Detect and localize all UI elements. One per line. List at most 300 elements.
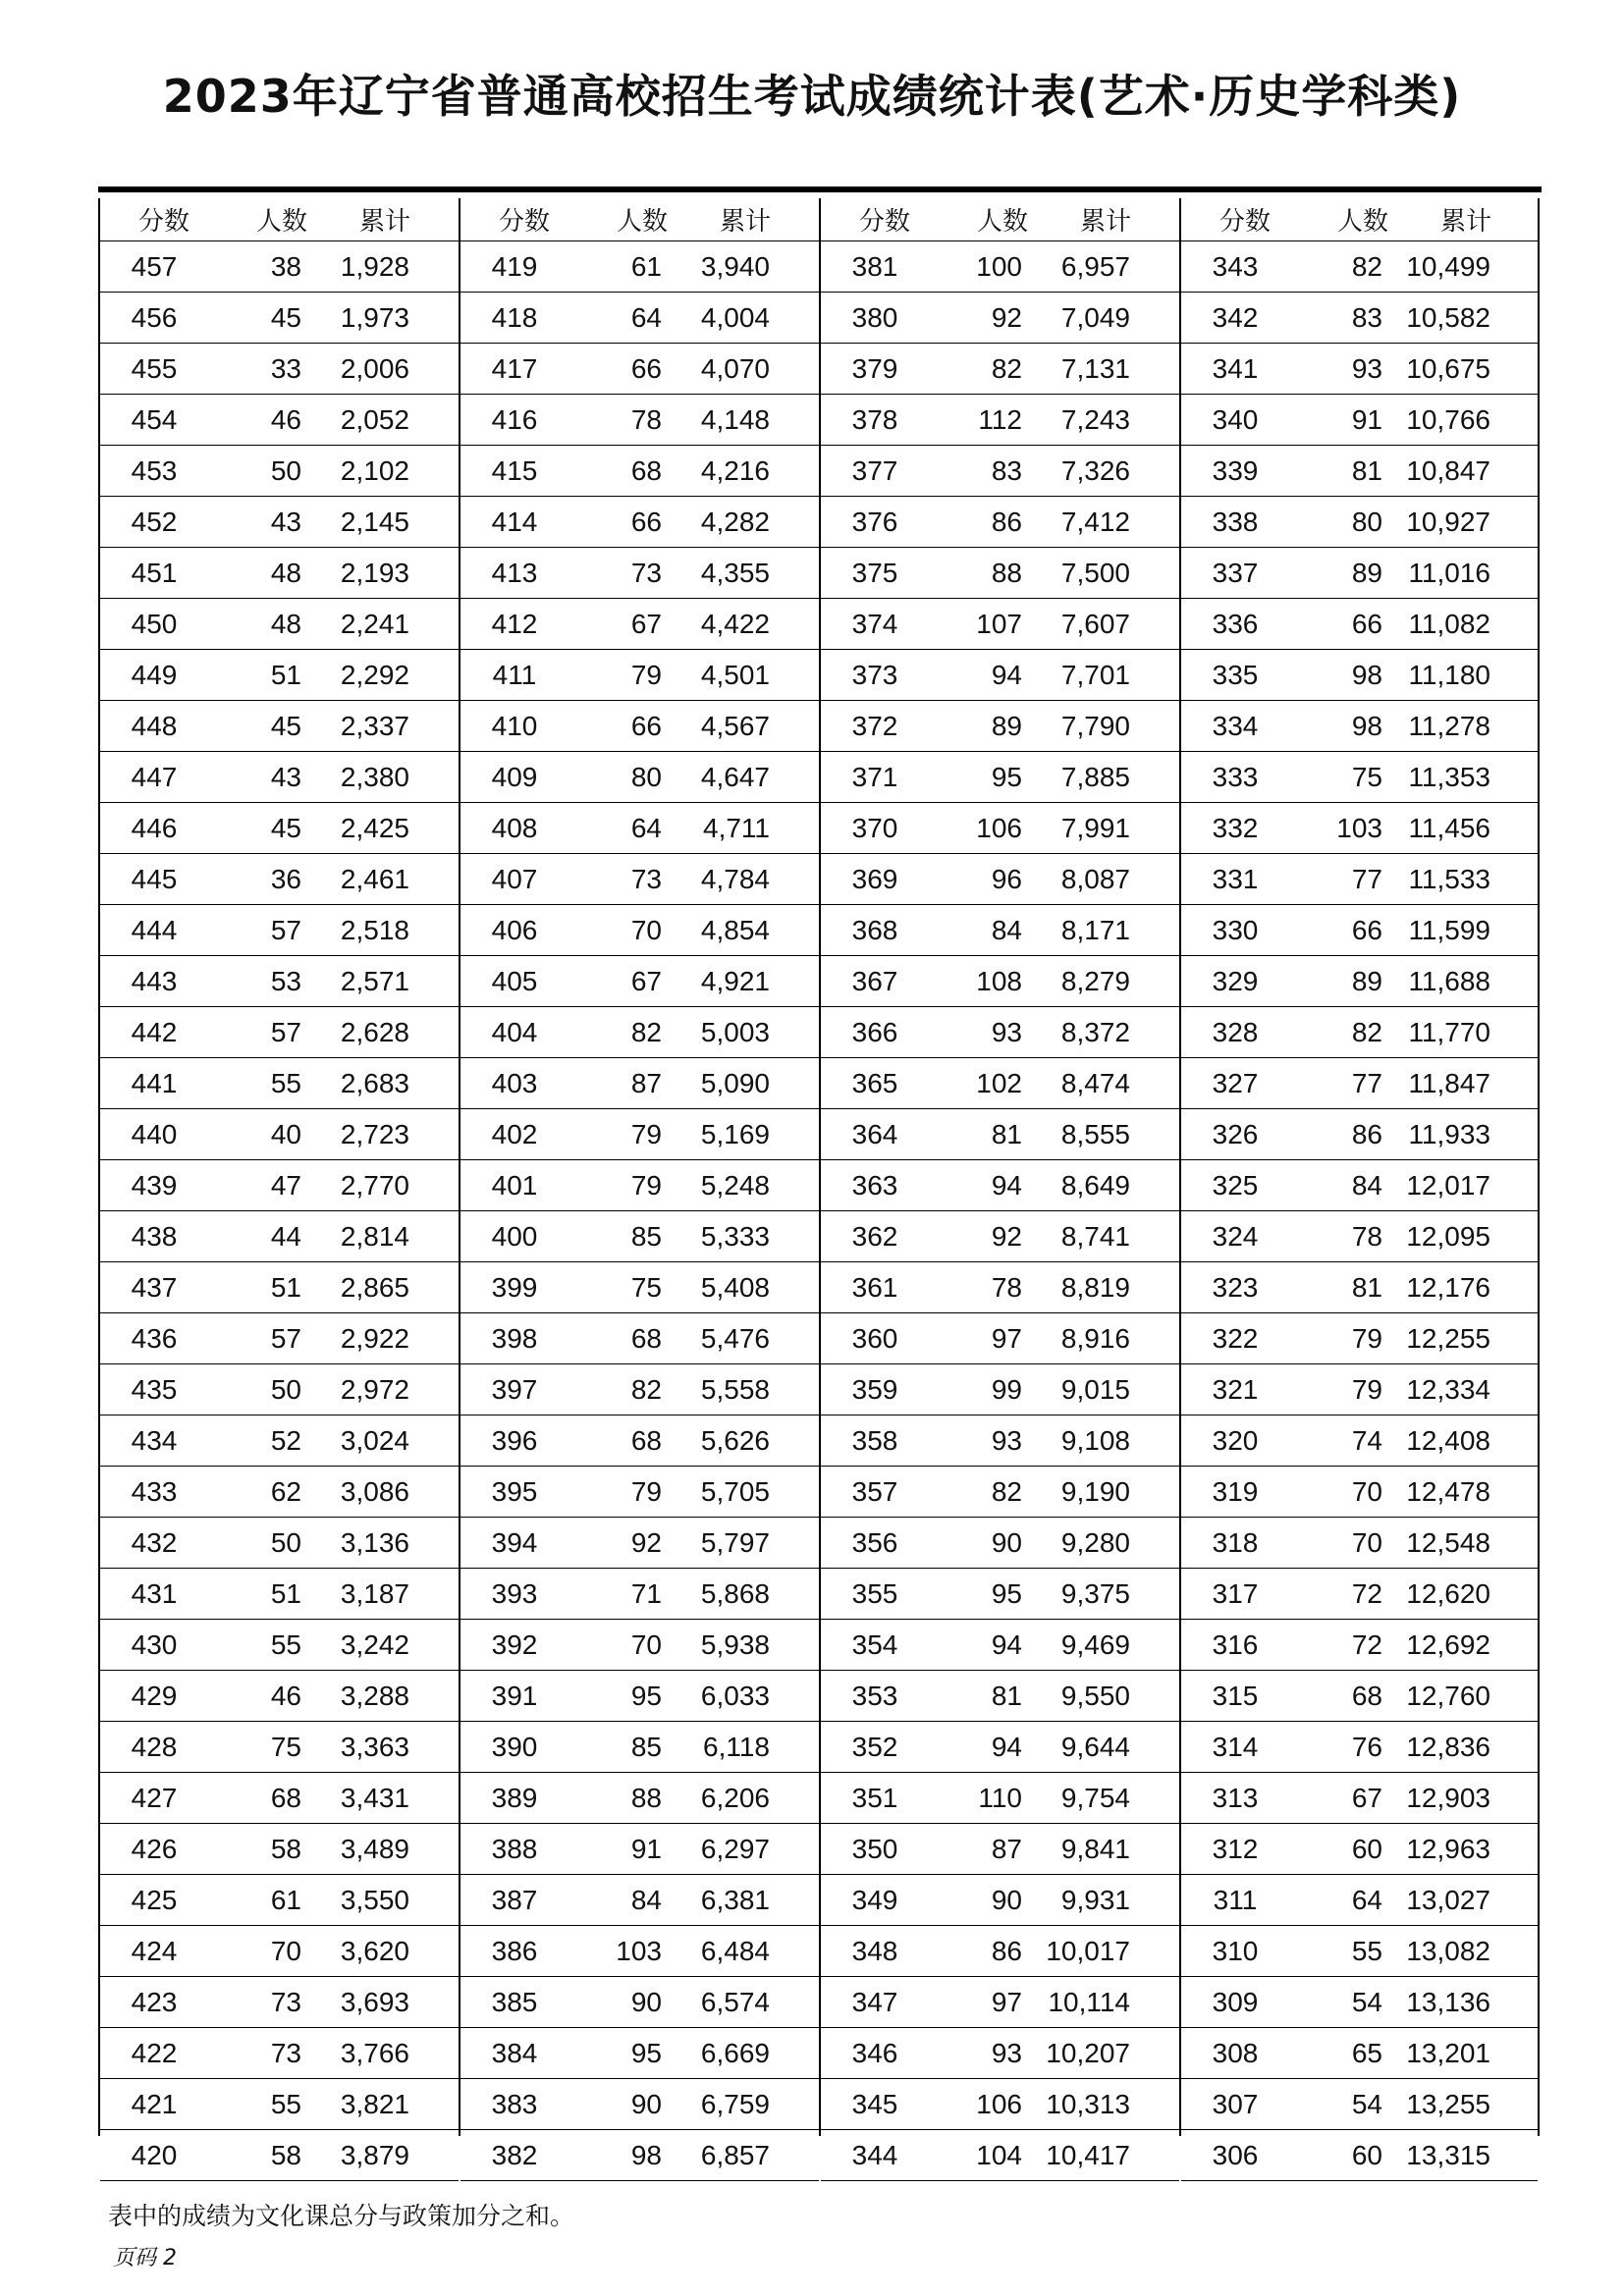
score-cell: 308 <box>1212 2037 1259 2068</box>
cumulative-cell: 2,241 <box>340 608 409 639</box>
score-cell: 313 <box>1212 1782 1259 1813</box>
count-cell: 86 <box>991 1935 1022 1966</box>
count-cell: 46 <box>270 1680 301 1711</box>
count-cell: 57 <box>270 914 301 945</box>
count-cell: 40 <box>270 1118 301 1149</box>
cumulative-cell: 4,784 <box>700 863 770 894</box>
count-cell: 60 <box>1351 2139 1382 2170</box>
cumulative-cell: 6,857 <box>700 2139 770 2170</box>
count-cell: 36 <box>270 863 301 894</box>
count-cell: 107 <box>976 608 1022 639</box>
table-row <box>821 1313 1179 1364</box>
cumulative-cell: 11,688 <box>1408 965 1490 996</box>
count-cell: 67 <box>1351 1782 1382 1813</box>
cumulative-cell: 5,797 <box>700 1526 770 1558</box>
cumulative-cell: 5,248 <box>700 1169 770 1201</box>
table-row <box>1181 548 1538 599</box>
score-table <box>98 187 1542 2170</box>
cumulative-cell: 10,207 <box>1046 2037 1130 2068</box>
count-cell: 86 <box>1351 1118 1382 1149</box>
count-cell: 79 <box>1351 1373 1382 1405</box>
cumulative-cell: 4,647 <box>700 761 770 792</box>
cumulative-cell: 4,567 <box>700 710 770 741</box>
score-cell: 323 <box>1212 1271 1259 1303</box>
table-row <box>100 1773 459 1824</box>
table-row <box>821 497 1179 548</box>
count-cell: 95 <box>991 1577 1022 1609</box>
cumulative-cell: 8,474 <box>1060 1067 1130 1098</box>
score-cell: 400 <box>491 1220 538 1252</box>
table-row <box>1181 1671 1538 1722</box>
score-cell: 419 <box>491 250 538 282</box>
count-cell: 103 <box>1336 812 1382 843</box>
cumulative-cell: 12,692 <box>1406 1629 1490 1660</box>
table-row <box>100 1211 459 1262</box>
table-row <box>460 752 819 803</box>
count-cell: 106 <box>976 812 1022 843</box>
count-cell: 64 <box>630 812 662 843</box>
cumulative-cell: 3,550 <box>340 1884 409 1915</box>
count-cell: 58 <box>270 1833 301 1864</box>
cumulative-cell: 7,701 <box>1060 659 1130 690</box>
cumulative-cell: 8,171 <box>1060 914 1130 945</box>
table-row <box>100 2028 459 2079</box>
cumulative-cell: 4,004 <box>700 301 770 333</box>
count-cell: 102 <box>976 1067 1022 1098</box>
table-row <box>1181 701 1538 752</box>
count-cell: 82 <box>1351 250 1382 282</box>
score-cell: 423 <box>131 1986 178 2017</box>
cumulative-cell: 2,337 <box>340 710 409 741</box>
table-row <box>1181 1058 1538 1109</box>
count-cell: 57 <box>270 1322 301 1354</box>
cumulative-cell: 6,759 <box>700 2088 770 2119</box>
count-cell: 66 <box>630 710 662 741</box>
cumulative-cell: 5,705 <box>700 1475 770 1507</box>
count-cell: 93 <box>1351 352 1382 384</box>
count-cell: 51 <box>270 1577 301 1609</box>
table-row <box>1181 1415 1538 1467</box>
cumulative-cell: 12,760 <box>1406 1680 1490 1711</box>
table-row <box>821 2028 1179 2079</box>
count-cell: 97 <box>991 1986 1022 2017</box>
score-cell: 343 <box>1212 250 1259 282</box>
table-row <box>1181 395 1538 446</box>
table-row <box>821 241 1179 293</box>
score-cell: 314 <box>1212 1731 1259 1762</box>
count-cell: 80 <box>630 761 662 792</box>
score-cell: 327 <box>1212 1067 1259 1098</box>
count-cell: 45 <box>270 812 301 843</box>
score-cell: 414 <box>491 506 538 537</box>
table-row <box>821 701 1179 752</box>
score-cell: 449 <box>131 659 178 690</box>
table-row <box>460 395 819 446</box>
count-cell: 82 <box>630 1373 662 1405</box>
count-cell: 68 <box>1351 1680 1382 1711</box>
count-cell: 55 <box>270 1067 301 1098</box>
count-cell: 78 <box>630 403 662 435</box>
score-cell: 367 <box>851 965 898 996</box>
table-row <box>1181 599 1538 650</box>
table-row <box>1181 1313 1538 1364</box>
table-row <box>100 752 459 803</box>
table-row <box>1181 293 1538 344</box>
count-cell: 51 <box>270 659 301 690</box>
count-cell: 87 <box>991 1833 1022 1864</box>
count-cell: 54 <box>1351 2088 1382 2119</box>
count-cell: 33 <box>270 352 301 384</box>
score-cell: 310 <box>1212 1935 1259 1966</box>
score-cell: 437 <box>131 1271 178 1303</box>
cumulative-cell: 6,957 <box>1060 250 1130 282</box>
cumulative-cell: 4,711 <box>703 812 770 843</box>
cumulative-cell: 8,819 <box>1060 1271 1130 1303</box>
count-cell: 65 <box>1351 2037 1382 2068</box>
count-cell: 71 <box>630 1577 662 1609</box>
table-row <box>821 1007 1179 1058</box>
score-cell: 443 <box>131 965 178 996</box>
table-row <box>460 701 819 752</box>
score-cell: 336 <box>1212 608 1259 639</box>
cumulative-cell: 4,501 <box>700 659 770 690</box>
table-row <box>821 1722 1179 1773</box>
cumulative-cell: 2,461 <box>340 863 409 894</box>
score-cell: 369 <box>851 863 898 894</box>
count-cell: 92 <box>991 1220 1022 1252</box>
cumulative-cell: 7,500 <box>1060 557 1130 588</box>
cumulative-cell: 2,380 <box>340 761 409 792</box>
count-cell: 55 <box>1351 1935 1382 1966</box>
score-cell: 406 <box>491 914 538 945</box>
table-row <box>821 548 1179 599</box>
table-header <box>1181 198 1538 241</box>
count-cell: 97 <box>991 1322 1022 1354</box>
table-row <box>1181 2028 1538 2079</box>
score-cell: 331 <box>1212 863 1259 894</box>
score-cell: 393 <box>491 1577 538 1609</box>
count-cell: 61 <box>270 1884 301 1915</box>
count-cell: 84 <box>1351 1169 1382 1201</box>
score-cell: 372 <box>851 710 898 741</box>
count-cell: 90 <box>630 2088 662 2119</box>
table-row <box>1181 1109 1538 1160</box>
table-row <box>460 650 819 701</box>
score-cell: 354 <box>851 1629 898 1660</box>
count-cell: 73 <box>270 1986 301 2017</box>
table-row <box>1181 2130 1538 2181</box>
score-cell: 425 <box>131 1884 178 1915</box>
table-row <box>821 1109 1179 1160</box>
table-row <box>100 1109 459 1160</box>
cumulative-cell: 8,649 <box>1060 1169 1130 1201</box>
table-row <box>100 1722 459 1773</box>
score-cell: 370 <box>851 812 898 843</box>
table-row <box>100 956 459 1007</box>
table-row <box>100 599 459 650</box>
column-header: 人数 <box>255 207 307 237</box>
table-row <box>460 1415 819 1467</box>
cumulative-cell: 7,885 <box>1060 761 1130 792</box>
count-cell: 112 <box>978 403 1022 435</box>
cumulative-cell: 4,216 <box>700 454 770 486</box>
count-cell: 75 <box>630 1271 662 1303</box>
table-row <box>460 1620 819 1671</box>
cumulative-cell: 6,574 <box>700 1986 770 2017</box>
table-row <box>100 1671 459 1722</box>
table-row <box>460 2028 819 2079</box>
table-row <box>1181 803 1538 854</box>
footnote: 表中的成绩为文化课总分与政策加分之和。 <box>108 2202 575 2230</box>
table-row <box>460 2079 819 2130</box>
table-row <box>821 1467 1179 1518</box>
cumulative-cell: 10,114 <box>1048 1986 1130 2017</box>
cumulative-cell: 12,620 <box>1406 1577 1490 1609</box>
cumulative-cell: 3,693 <box>340 1986 409 2017</box>
score-cell: 404 <box>491 1016 538 1047</box>
cumulative-cell: 9,841 <box>1060 1833 1130 1864</box>
score-cell: 306 <box>1212 2139 1259 2170</box>
cumulative-cell: 11,599 <box>1408 914 1490 945</box>
cumulative-cell: 7,243 <box>1060 403 1130 435</box>
table-row <box>821 1671 1179 1722</box>
count-cell: 88 <box>991 557 1022 588</box>
cumulative-cell: 1,973 <box>340 301 409 333</box>
count-cell: 95 <box>630 2037 662 2068</box>
table-row <box>100 344 459 395</box>
score-cell: 395 <box>491 1475 538 1507</box>
table-row <box>460 1977 819 2028</box>
table-row <box>100 241 459 293</box>
cumulative-cell: 2,292 <box>340 659 409 690</box>
cumulative-cell: 3,363 <box>340 1731 409 1762</box>
count-cell: 38 <box>270 250 301 282</box>
table-block <box>459 198 819 2170</box>
cumulative-cell: 12,017 <box>1406 1169 1490 1201</box>
count-cell: 99 <box>991 1373 1022 1405</box>
score-cell: 436 <box>131 1322 178 1354</box>
score-cell: 454 <box>131 403 178 435</box>
score-cell: 429 <box>131 1680 178 1711</box>
cumulative-cell: 4,282 <box>700 506 770 537</box>
cumulative-cell: 7,790 <box>1060 710 1130 741</box>
count-cell: 82 <box>991 1475 1022 1507</box>
cumulative-cell: 2,145 <box>340 506 409 537</box>
table-row <box>1181 905 1538 956</box>
count-cell: 79 <box>630 1118 662 1149</box>
count-cell: 79 <box>630 1169 662 1201</box>
column-header: 累计 <box>1439 207 1491 237</box>
cumulative-cell: 3,879 <box>340 2139 409 2170</box>
cumulative-cell: 10,417 <box>1046 2139 1130 2170</box>
count-cell: 81 <box>991 1680 1022 1711</box>
count-cell: 48 <box>270 608 301 639</box>
count-cell: 85 <box>630 1731 662 1762</box>
cumulative-cell: 3,024 <box>340 1424 409 1456</box>
count-cell: 68 <box>630 1322 662 1354</box>
cumulative-cell: 11,016 <box>1408 557 1490 588</box>
count-cell: 79 <box>630 659 662 690</box>
column-header: 累计 <box>1079 207 1131 237</box>
table-row <box>821 854 1179 905</box>
cumulative-cell: 10,499 <box>1406 250 1490 282</box>
table-row <box>821 599 1179 650</box>
table-row <box>821 1058 1179 1109</box>
cumulative-cell: 8,087 <box>1060 863 1130 894</box>
table-row <box>100 701 459 752</box>
score-cell: 381 <box>851 250 898 282</box>
table-row <box>821 956 1179 1007</box>
cumulative-cell: 2,571 <box>340 965 409 996</box>
score-cell: 375 <box>851 557 898 588</box>
table-row <box>460 344 819 395</box>
count-cell: 61 <box>630 250 662 282</box>
score-cell: 415 <box>491 454 538 486</box>
count-cell: 66 <box>1351 914 1382 945</box>
column-header: 人数 <box>616 207 668 237</box>
cumulative-cell: 7,131 <box>1060 352 1130 384</box>
count-cell: 73 <box>270 2037 301 2068</box>
table-row <box>460 1773 819 1824</box>
score-cell: 399 <box>491 1271 538 1303</box>
count-cell: 88 <box>630 1782 662 1813</box>
score-cell: 322 <box>1212 1322 1259 1354</box>
score-cell: 409 <box>491 761 538 792</box>
score-cell: 457 <box>131 250 178 282</box>
table-row <box>460 241 819 293</box>
score-cell: 383 <box>491 2088 538 2119</box>
cumulative-cell: 2,770 <box>340 1169 409 1201</box>
table-row <box>1181 2079 1538 2130</box>
cumulative-cell: 2,972 <box>340 1373 409 1405</box>
table-row <box>1181 1364 1538 1415</box>
table-row <box>460 548 819 599</box>
score-cell: 408 <box>491 812 538 843</box>
table-row <box>821 1875 1179 1926</box>
count-cell: 90 <box>630 1986 662 2017</box>
score-cell: 335 <box>1212 659 1259 690</box>
count-cell: 98 <box>630 2139 662 2170</box>
score-cell: 422 <box>131 2037 178 2068</box>
cumulative-cell: 3,242 <box>340 1629 409 1660</box>
table-header <box>821 198 1179 241</box>
table-row <box>100 1058 459 1109</box>
cumulative-cell: 3,086 <box>340 1475 409 1507</box>
cumulative-cell: 5,169 <box>700 1118 770 1149</box>
cumulative-cell: 2,425 <box>340 812 409 843</box>
count-cell: 84 <box>630 1884 662 1915</box>
cumulative-cell: 5,626 <box>700 1424 770 1456</box>
score-cell: 345 <box>851 2088 898 2119</box>
cumulative-cell: 7,049 <box>1060 301 1130 333</box>
cumulative-cell: 12,334 <box>1406 1373 1490 1405</box>
count-cell: 72 <box>1351 1629 1382 1660</box>
table-row <box>460 1467 819 1518</box>
count-cell: 50 <box>270 1373 301 1405</box>
score-cell: 394 <box>491 1526 538 1558</box>
count-cell: 87 <box>630 1067 662 1098</box>
score-cell: 456 <box>131 301 178 333</box>
count-cell: 53 <box>270 965 301 996</box>
cumulative-cell: 5,408 <box>700 1271 770 1303</box>
table-row <box>460 446 819 497</box>
cumulative-cell: 2,518 <box>340 914 409 945</box>
table-row <box>100 854 459 905</box>
cumulative-cell: 7,412 <box>1060 506 1130 537</box>
cumulative-cell: 7,991 <box>1060 812 1130 843</box>
table-row <box>460 1518 819 1569</box>
score-cell: 362 <box>851 1220 898 1252</box>
table-row <box>821 2079 1179 2130</box>
cumulative-cell: 9,550 <box>1060 1680 1130 1711</box>
score-cell: 386 <box>491 1935 538 1966</box>
page-number: 页码 2 <box>113 2246 177 2270</box>
cumulative-cell: 12,903 <box>1406 1782 1490 1813</box>
table-header <box>100 198 459 241</box>
score-cell: 364 <box>851 1118 898 1149</box>
count-cell: 67 <box>630 965 662 996</box>
cumulative-cell: 8,372 <box>1060 1016 1130 1047</box>
score-cell: 387 <box>491 1884 538 1915</box>
count-cell: 89 <box>1351 557 1382 588</box>
count-cell: 82 <box>991 352 1022 384</box>
count-cell: 70 <box>630 914 662 945</box>
table-row <box>821 446 1179 497</box>
cumulative-cell: 10,847 <box>1406 454 1490 486</box>
cumulative-cell: 12,176 <box>1406 1271 1490 1303</box>
cumulative-cell: 6,484 <box>700 1935 770 1966</box>
column-header: 分数 <box>498 207 550 237</box>
cumulative-cell: 8,741 <box>1060 1220 1130 1252</box>
count-cell: 70 <box>1351 1526 1382 1558</box>
count-cell: 93 <box>991 1016 1022 1047</box>
table-row <box>460 1058 819 1109</box>
score-cell: 330 <box>1212 914 1259 945</box>
table-row <box>1181 1926 1538 1977</box>
cumulative-cell: 8,279 <box>1060 965 1130 996</box>
score-cell: 385 <box>491 1986 538 2017</box>
count-cell: 94 <box>991 1169 1022 1201</box>
score-cell: 405 <box>491 965 538 996</box>
count-cell: 64 <box>630 301 662 333</box>
score-cell: 325 <box>1212 1169 1259 1201</box>
cumulative-cell: 4,921 <box>700 965 770 996</box>
cumulative-cell: 4,854 <box>700 914 770 945</box>
count-cell: 62 <box>270 1475 301 1507</box>
cumulative-cell: 2,814 <box>340 1220 409 1252</box>
score-cell: 389 <box>491 1782 538 1813</box>
table-row <box>100 548 459 599</box>
count-cell: 93 <box>991 1424 1022 1456</box>
table-row <box>821 1926 1179 1977</box>
table-row <box>1181 241 1538 293</box>
column-header: 累计 <box>719 207 771 237</box>
table-row <box>460 803 819 854</box>
cumulative-cell: 2,922 <box>340 1322 409 1354</box>
count-cell: 46 <box>270 403 301 435</box>
score-cell: 347 <box>851 1986 898 2017</box>
table-row <box>821 1518 1179 1569</box>
table-row <box>821 1824 1179 1875</box>
score-cell: 441 <box>131 1067 178 1098</box>
count-cell: 50 <box>270 1526 301 1558</box>
cumulative-cell: 10,582 <box>1406 301 1490 333</box>
count-cell: 85 <box>630 1220 662 1252</box>
score-cell: 307 <box>1212 2088 1259 2119</box>
score-cell: 328 <box>1212 1016 1259 1047</box>
count-cell: 54 <box>1351 1986 1382 2017</box>
count-cell: 110 <box>978 1782 1022 1813</box>
